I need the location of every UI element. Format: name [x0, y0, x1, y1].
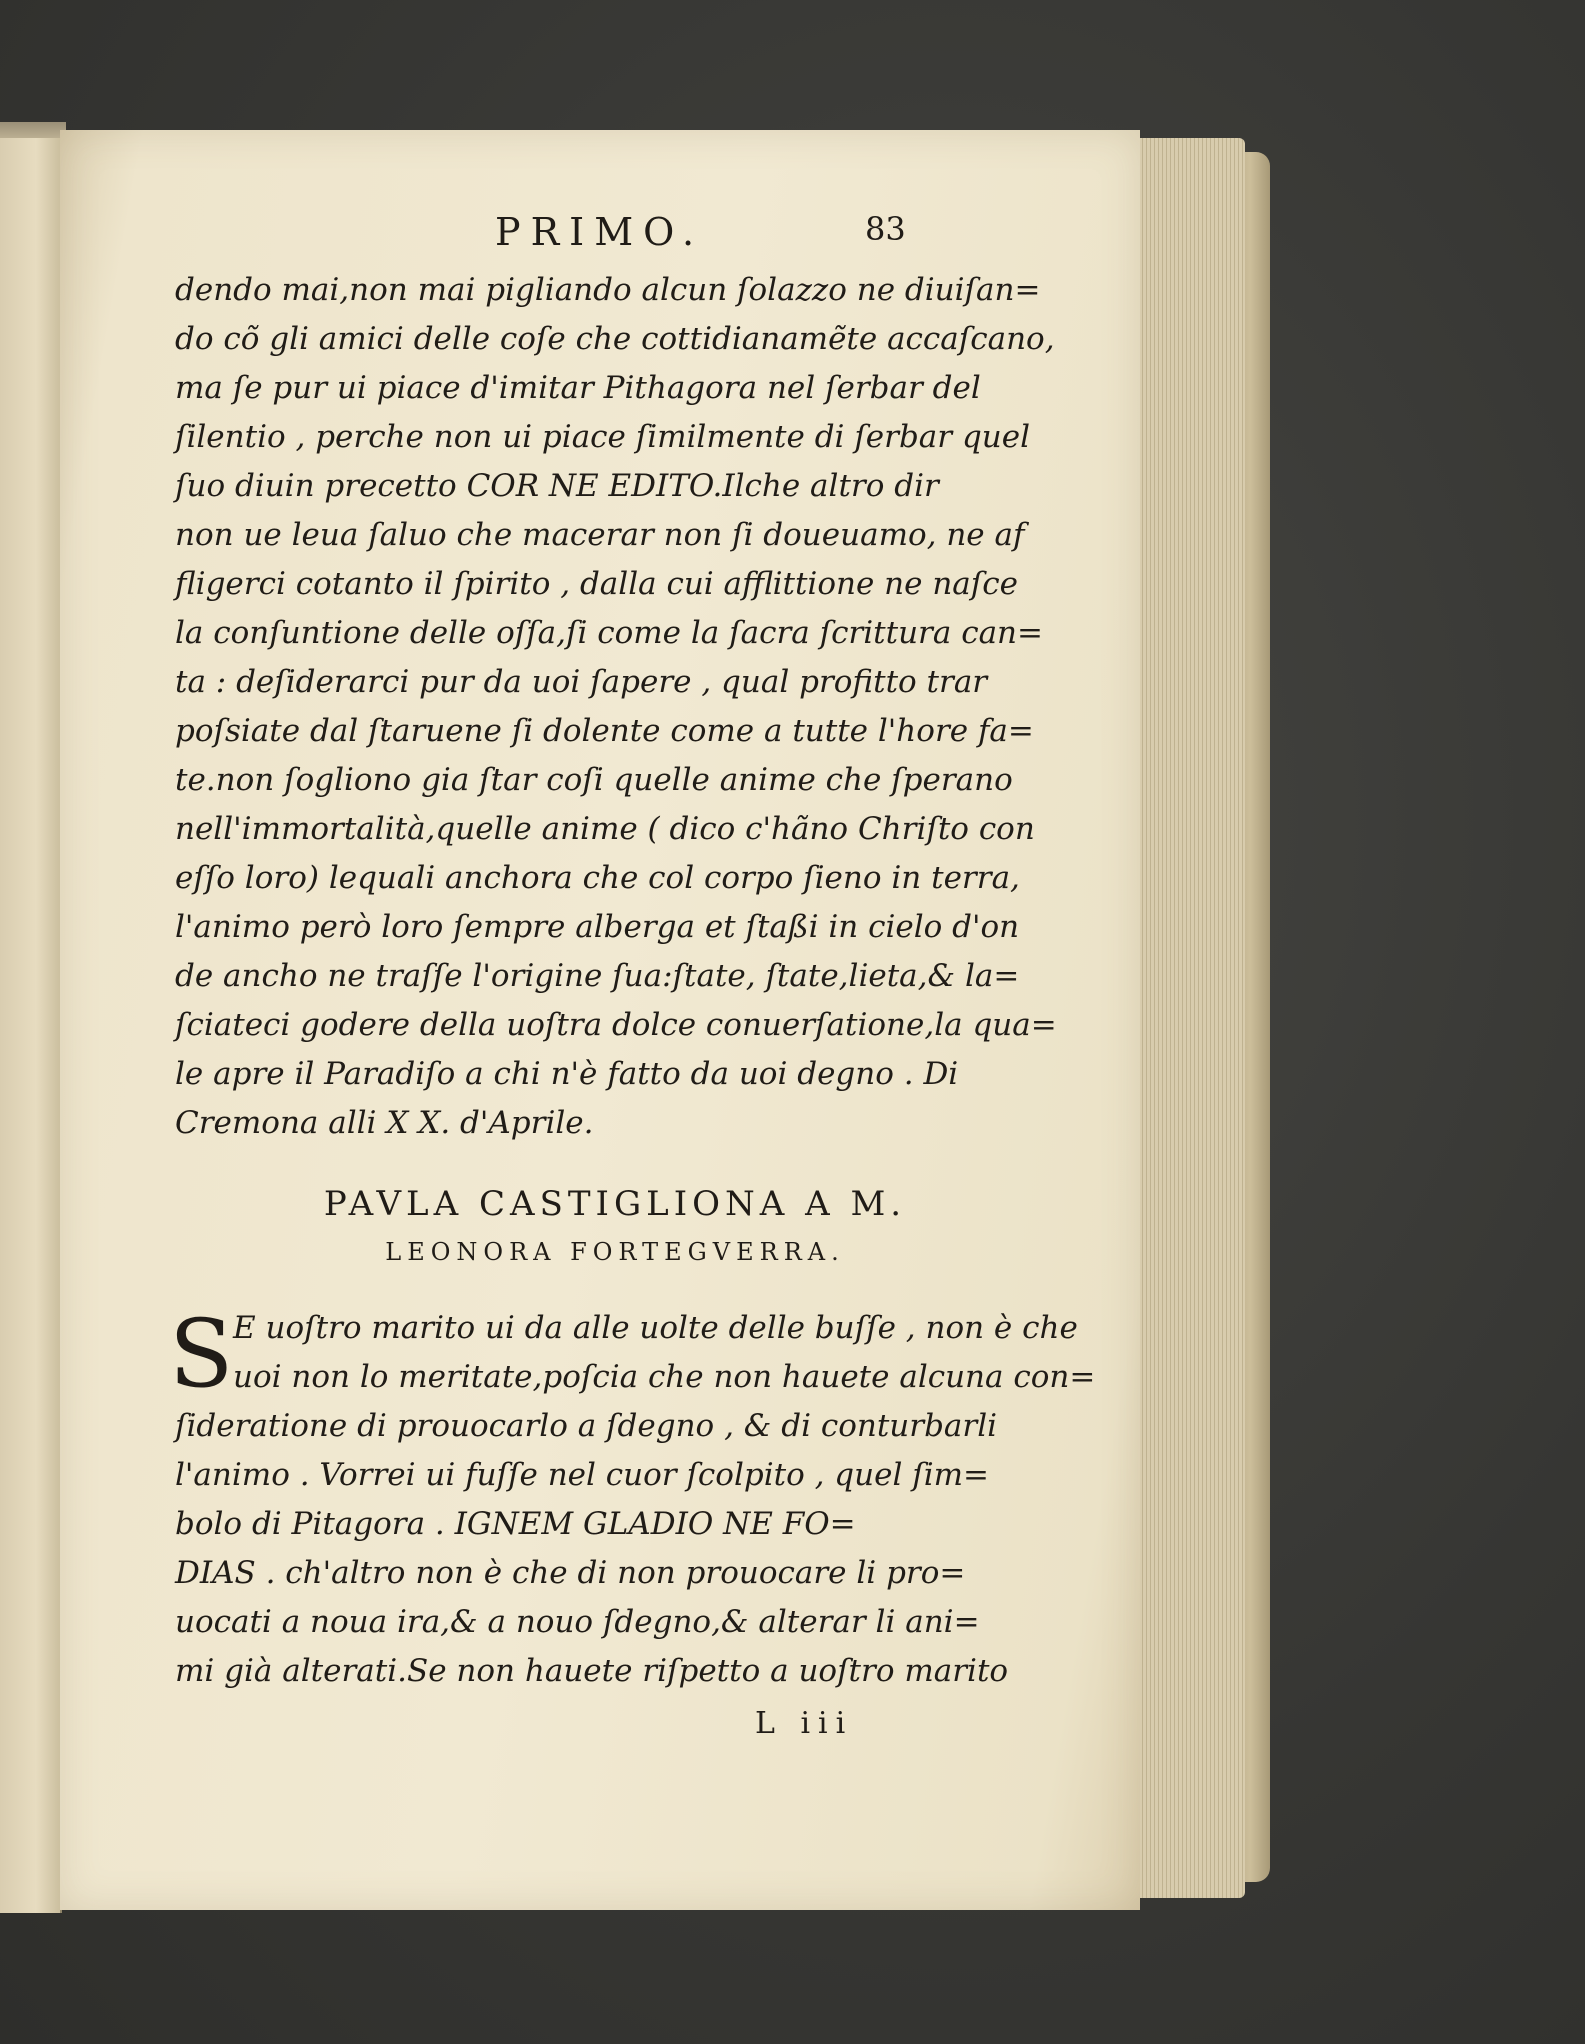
text-line: ta : deſiderarci pur da uoi ſapere , qual profitto trar [175, 664, 988, 700]
page-edges [1135, 138, 1245, 1898]
letter-ending [175, 266, 1055, 1148]
text-line: ſideratione di prouocarlo a ſdegno , & di conturbarli [175, 1408, 998, 1444]
text-line: dendo mai,non mai pigliando alcun ſolazzo ne diuiſan= [175, 272, 1041, 308]
text-line: eſſo loro) lequali anchora che col corpo ſieno in terra, [175, 860, 1020, 896]
text-line: te.non ſogliono gia ſtar coſi quelle anime che ſperano [175, 762, 1013, 798]
drop-capital: S [169, 1300, 234, 1409]
section-gap [175, 1274, 1055, 1304]
page-number: 83 [865, 210, 906, 248]
text-line: do cõ gli amici delle coſe che cottidianamẽte accaſcano, [175, 321, 1055, 357]
left-page-edge [0, 138, 62, 1913]
text-line: mi già alterati.Se non hauete riſpetto a uoſtro marito [175, 1653, 1009, 1689]
text-line: Cremona alli X X. d'Aprile. [175, 1105, 594, 1141]
text-line: ſciateci godere della uoſtra dolce conuerſatione,la qua= [175, 1007, 1057, 1043]
text-line: ma ſe pur ui piace d'imitar Pithagora nel ſerbar del [175, 370, 981, 406]
text-line: nell'immortalità,quelle anime ( dico c'hãno Chriſto con [175, 811, 1035, 847]
text-line: uocati a noua ira,& a nouo ſdegno,& alterar li ani= [175, 1604, 980, 1640]
section-gap [175, 1148, 1055, 1178]
signature-mark: L iii [755, 1706, 854, 1741]
letter-subheading: LEONORA FORTEGVERRA. [385, 1238, 845, 1266]
text-line: la conſuntione delle oſſa,ſi come la ſacra ſcrittura can= [175, 615, 1043, 651]
running-head [175, 210, 1055, 266]
text-block [169, 210, 1096, 1752]
text-line: de ancho ne traſſe l'origine ſua:ſtate, ſtate,lieta,& la= [175, 958, 1020, 994]
text-line: l'animo . Vorrei ui fuſſe nel cuor ſcolpito , quel ſim= [175, 1457, 989, 1493]
text-line: bolo di Pitagora . IGNEM GLADIO NE FO= [175, 1506, 856, 1542]
letter-heading: PAVLA CASTIGLIONA A M. [323, 1184, 907, 1224]
text-line: poſsiate dal ſtaruene ſi dolente come a tutte l'hore fa= [175, 713, 1034, 749]
book-page [60, 130, 1140, 1910]
running-title: PRIMO. [495, 210, 705, 254]
text-line: ſuo diuin precetto COR NE EDITO.Ilche altro dir [175, 468, 939, 504]
text-line: DIAS . ch'altro non è che di non prouocare li pro= [175, 1555, 966, 1591]
text-line: uoi non lo meritate,poſcia che non hauete alcuna con= [233, 1359, 1096, 1395]
text-line: l'animo però loro ſempre alberga et ſtaßi in cielo d'on [175, 909, 1020, 945]
text-line: fligerci cotanto il ſpirito , dalla cui afflittione ne naſce [175, 566, 1018, 602]
text-line: ſilentio , perche non ui piace ſimilmente di ſerbar quel [175, 419, 1031, 455]
text-line: le apre il Paradiſo a chi n'è fatto da uoi degno . Di [175, 1056, 959, 1092]
text-line: non ue leua ſaluo che macerar non ſi doueuamo, ne af [175, 517, 1025, 553]
text-line: E uoſtro marito ui da alle uolte delle buſſe , non è che [233, 1310, 1078, 1346]
letter-body [169, 1300, 1096, 1696]
